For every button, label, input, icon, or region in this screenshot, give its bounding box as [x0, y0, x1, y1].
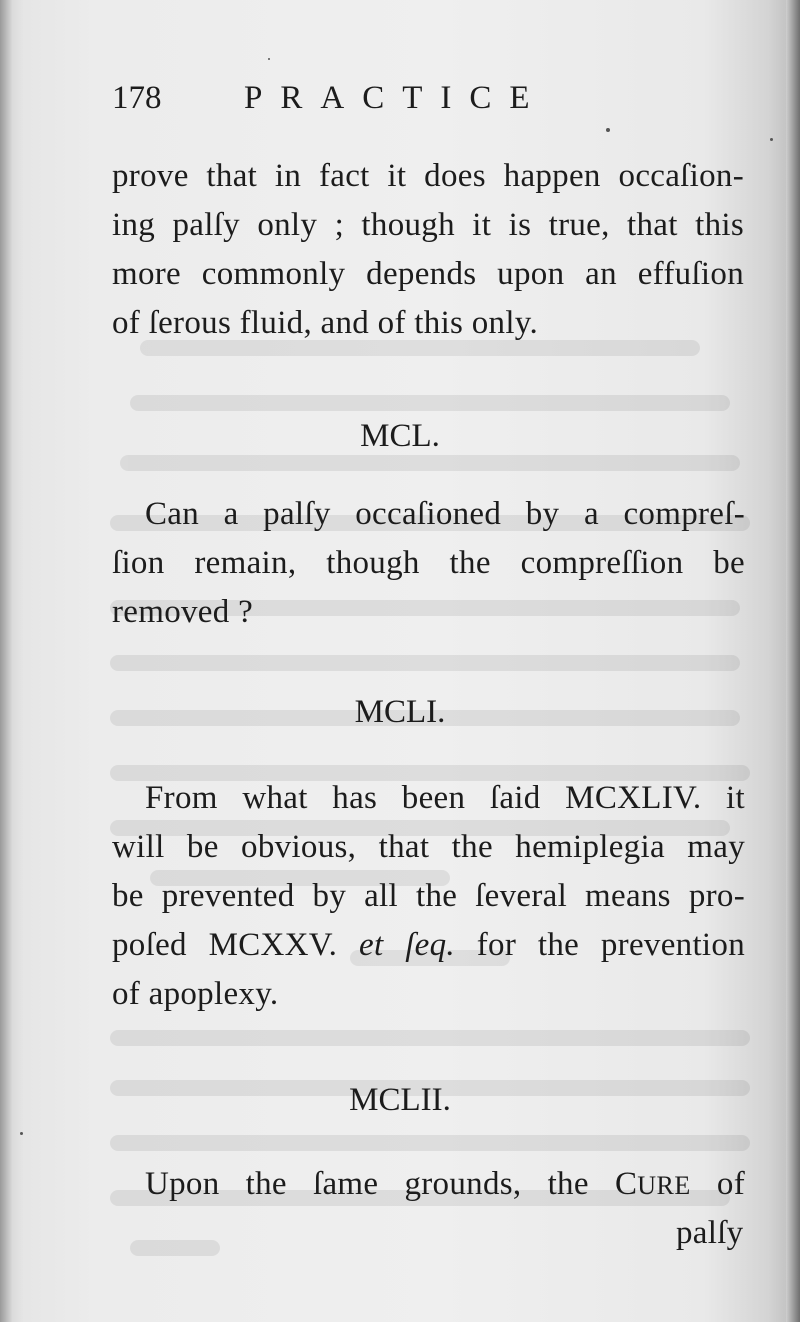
section-heading-mclii: MCLII. [349, 1082, 451, 1118]
section-heading-mcli: MCLI. [354, 694, 446, 730]
page-left-edge [0, 0, 12, 1322]
text-fragment: poſed MCXXV. [112, 927, 338, 963]
small-caps-rest: URE [637, 1171, 691, 1200]
text-line: of apoplexy. [112, 976, 279, 1012]
text-line: prove that in fact it does happen occaſion- [112, 158, 744, 194]
text-line: of ſerous fluid, and of this only. [112, 305, 539, 341]
text-fragment: for the prevention [476, 927, 745, 963]
scan-speck [606, 128, 610, 132]
scan-speck [770, 138, 773, 141]
section-heading-mcl: MCL. [360, 418, 440, 454]
text-fragment: of [716, 1166, 745, 1202]
text-line: will be obvious, that the hemiplegia may [112, 829, 745, 865]
small-caps-word [615, 1166, 691, 1202]
text-line: removed ? [112, 594, 254, 630]
italic-text: et ſeq. [359, 927, 455, 963]
text-line [145, 1166, 745, 1203]
text-line [112, 927, 745, 964]
running-title: PRACTICE [244, 80, 548, 116]
page-number: 178 [112, 80, 162, 116]
text-fragment: Upon the ſame grounds, the [145, 1166, 589, 1202]
catchword: palſy [676, 1215, 744, 1251]
text-line: be prevented by all the ſeveral means pro- [112, 878, 745, 914]
scan-speck [20, 1132, 23, 1135]
text-line: ing palſy only ; though it is true, that this [112, 207, 744, 243]
page-right-edge [786, 0, 800, 1322]
text-line: ſion remain, though the compreſſion be [112, 545, 745, 581]
small-caps-initial: C [614, 1166, 638, 1202]
text-line: more commonly depends upon an effuſion [112, 256, 744, 292]
scan-speck [268, 58, 270, 60]
text-line: From what has been ſaid MCXLIV. it [145, 780, 745, 816]
text-line: Can a palſy occaſioned by a compreſ- [145, 496, 745, 532]
